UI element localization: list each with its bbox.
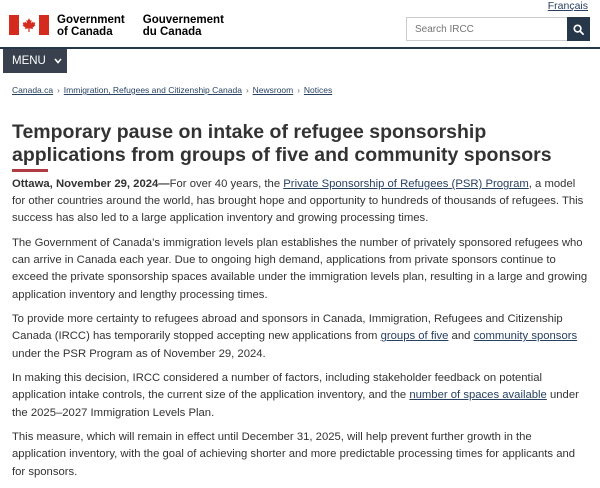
title-underline bbox=[12, 169, 48, 172]
paragraph-4 bbox=[12, 370, 588, 422]
paragraph-2: The Government of Canada’s immigration levels plan establishes the number of privately sponsored refugees who can arrive in Canada each year. Due to ongoing high demand, applications from private sponsors continue to exceed the private sponsorship spaces available under the immigration levels plan, resulting in a large and growing application inventory and lengthy processing times. bbox=[12, 237, 588, 301]
community-sponsors-link[interactable]: community sponsors bbox=[473, 330, 578, 343]
chevron-right-icon: › bbox=[245, 85, 249, 95]
language-toggle-link[interactable]: Français bbox=[547, 0, 588, 12]
dateline: Ottawa, November 29, 2024— bbox=[12, 178, 170, 190]
search-icon bbox=[573, 24, 584, 35]
p3-text-middle: and bbox=[448, 330, 474, 343]
government-of-canada-logo[interactable] bbox=[9, 14, 242, 38]
p3-text-before: To provide more certainty to refugees abroad and sponsors in Canada, Immigration, Refugees and Citizenship Canada (IRCC) has temporarily stopped accepting new applications from bbox=[12, 313, 563, 343]
p1-text-before: For over 40 years, the bbox=[169, 178, 284, 190]
paragraph-3 bbox=[12, 311, 588, 363]
wordmark-english bbox=[57, 14, 125, 38]
number-of-spaces-link[interactable]: number of spaces available bbox=[409, 389, 547, 402]
search-input[interactable] bbox=[406, 17, 567, 41]
page-title: Temporary pause on intake of refugee sponsorship applications from groups of five and community sponsors bbox=[12, 121, 552, 166]
wordmark-en-line1: Government bbox=[57, 14, 125, 26]
psr-program-link[interactable]: Private Sponsorship of Refugees (PSR) Program bbox=[283, 178, 529, 190]
wordmark-french bbox=[143, 14, 224, 38]
p4-text-after: under the 2025–2027 Immigration Levels Plan. bbox=[12, 389, 579, 419]
paragraph-1 bbox=[12, 176, 588, 228]
breadcrumb-canada-ca[interactable]: Canada.ca bbox=[12, 85, 54, 95]
breadcrumb-ircc[interactable]: Immigration, Refugees and Citizenship Canada bbox=[63, 85, 242, 95]
menu-button[interactable] bbox=[3, 49, 67, 73]
canada-flag-icon bbox=[9, 15, 49, 35]
paragraph-5: This measure, which will remain in effect until December 31, 2025, will help prevent further growth in the application inventory, with the goal of achieving shorter and more predictable processing times for applicants and for sponsors. bbox=[12, 431, 576, 478]
wordmark-fr-line2: du Canada bbox=[142, 26, 202, 38]
search-button[interactable] bbox=[567, 17, 590, 41]
site-header bbox=[0, 10, 600, 46]
p1-text-after: , a model for other countries around the world, has brought hope and opportunity to hundreds of thousands of refugees. This success has also led to a large application inventory and growing processing times. bbox=[12, 178, 584, 225]
wordmark bbox=[57, 14, 242, 38]
chevron-right-icon: › bbox=[57, 85, 60, 95]
article-body bbox=[12, 176, 588, 488]
breadcrumb-newsroom[interactable]: Newsroom bbox=[252, 85, 294, 95]
groups-of-five-link[interactable]: groups of five bbox=[380, 330, 449, 343]
wordmark-fr-line1: Gouvernement bbox=[142, 14, 224, 26]
chevron-right-icon: › bbox=[297, 85, 300, 95]
header-divider bbox=[0, 47, 600, 49]
breadcrumb-notices[interactable]: Notices bbox=[303, 85, 333, 95]
wordmark-en-line2: of Canada bbox=[57, 26, 113, 38]
menu-label: MENU bbox=[12, 55, 46, 67]
search-form bbox=[406, 17, 590, 41]
p4-text-before: In making this decision, IRCC considered a number of factors, including stakeholder feedback on potential application intake controls, the current size of the application inventory, and the bbox=[12, 372, 542, 402]
breadcrumb bbox=[12, 85, 332, 95]
p3-text-after: under the PSR Program as of November 29, 2024. bbox=[12, 347, 266, 360]
chevron-down-icon bbox=[54, 58, 62, 64]
